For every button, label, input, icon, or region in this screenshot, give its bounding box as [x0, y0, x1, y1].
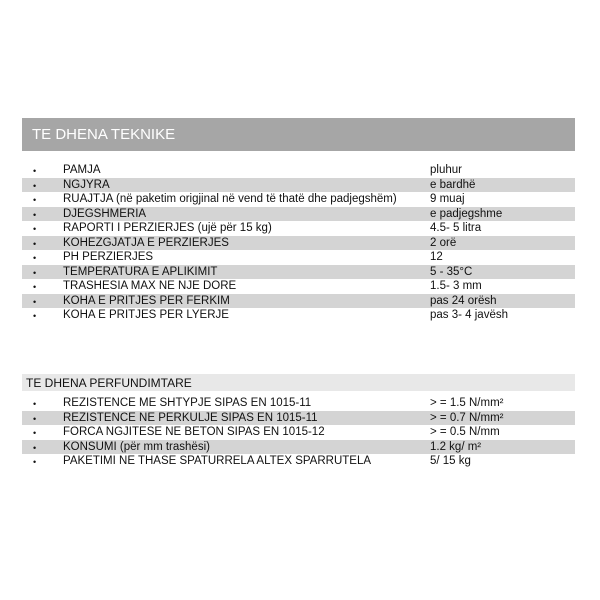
bullet-icon: • [33, 209, 37, 220]
row-label: REZISTENCE NE PERKULJE SIPAS EN 1015-11 [63, 411, 318, 424]
table-row [22, 440, 575, 455]
bullet-icon: • [33, 238, 37, 249]
table-row [22, 265, 575, 280]
row-label: KOHA E PRITJES PER LYERJE [63, 309, 229, 321]
row-label: RUAJTJA (në paketim origjinal në vend të thatë dhe padjegshëm) [63, 193, 397, 205]
table-row [22, 425, 575, 440]
table-row [22, 192, 575, 207]
section1-title: TE DHENA TEKNIKE [32, 126, 176, 143]
table-row [22, 178, 575, 193]
table-row [22, 279, 575, 294]
bullet-icon: • [33, 195, 37, 205]
row-label: PH PERZIERJES [63, 251, 154, 263]
bullet-icon: • [33, 442, 37, 453]
technical-data-list [22, 163, 575, 323]
row-label: TRASHESIA MAX NE NJE DORE [63, 280, 237, 292]
row-label: RAPORTI I PERZIERJES (ujë për 15 kg) [63, 222, 272, 234]
table-row [22, 411, 575, 426]
bullet-icon: • [33, 282, 37, 292]
row-value: pluhur [430, 164, 462, 176]
section2-title: TE DHENA PERFUNDIMTARE [26, 375, 192, 390]
bullet-icon: • [33, 267, 37, 278]
row-label: FORCA NGJITESE NE BETON SIPAS EN 1015-12 [63, 426, 325, 438]
table-row [22, 236, 575, 251]
row-value: > = 0.5 N/mm [430, 426, 500, 438]
bullet-icon: • [33, 428, 37, 438]
row-value: 5/ 15 kg [430, 455, 471, 467]
table-row [22, 454, 575, 469]
row-value: 1.5- 3 mm [430, 280, 482, 292]
row-label: KONSUMI (për mm trashësi) [63, 440, 210, 453]
table-row [22, 221, 575, 236]
table-row [22, 294, 575, 309]
row-label: PAKETIMI NE THASE SPATURRELA ALTEX SPARRUTELA [63, 455, 372, 467]
table-row [22, 250, 575, 265]
row-label: PAMJA [63, 164, 101, 176]
section1-header [22, 118, 575, 151]
table-row [22, 396, 575, 411]
table-row [22, 163, 575, 178]
row-label: DJEGSHMERIA [63, 207, 147, 220]
row-label: NGJYRA [63, 178, 110, 191]
row-value: > = 1.5 N/mm² [430, 397, 504, 409]
row-value: > = 0.7 N/mm² [430, 411, 504, 424]
row-label: KOHEZGJATJA E PERZIERJES [63, 236, 229, 249]
section2-header [22, 374, 575, 391]
row-value: 5 - 35°C [430, 265, 473, 278]
row-value: 2 orë [430, 236, 457, 249]
bullet-icon: • [33, 457, 37, 467]
bullet-icon: • [33, 180, 37, 191]
table-row [22, 308, 575, 323]
row-label: KOHA E PRITJES PER FERKIM [63, 294, 230, 307]
bullet-icon: • [33, 311, 37, 321]
row-value: e bardhë [430, 178, 476, 191]
row-value: e padjegshme [430, 207, 503, 220]
row-value: 4.5- 5 litra [430, 222, 482, 234]
row-value: 12 [430, 251, 443, 263]
table-row [22, 207, 575, 222]
row-value: 9 muaj [430, 193, 465, 205]
bullet-icon: • [33, 413, 37, 424]
bullet-icon: • [33, 399, 37, 409]
row-label: REZISTENCE ME SHTYPJE SIPAS EN 1015-11 [63, 397, 312, 409]
bullet-icon: • [33, 253, 37, 263]
row-value: pas 3- 4 javësh [430, 309, 508, 321]
row-value: pas 24 orësh [430, 294, 497, 307]
row-label: TEMPERATURA E APLIKIMIT [63, 265, 218, 278]
bullet-icon: • [33, 166, 37, 176]
final-data-list [22, 396, 575, 469]
bullet-icon: • [33, 296, 37, 307]
bullet-icon: • [33, 224, 37, 234]
row-value: 1.2 kg/ m² [430, 440, 482, 453]
